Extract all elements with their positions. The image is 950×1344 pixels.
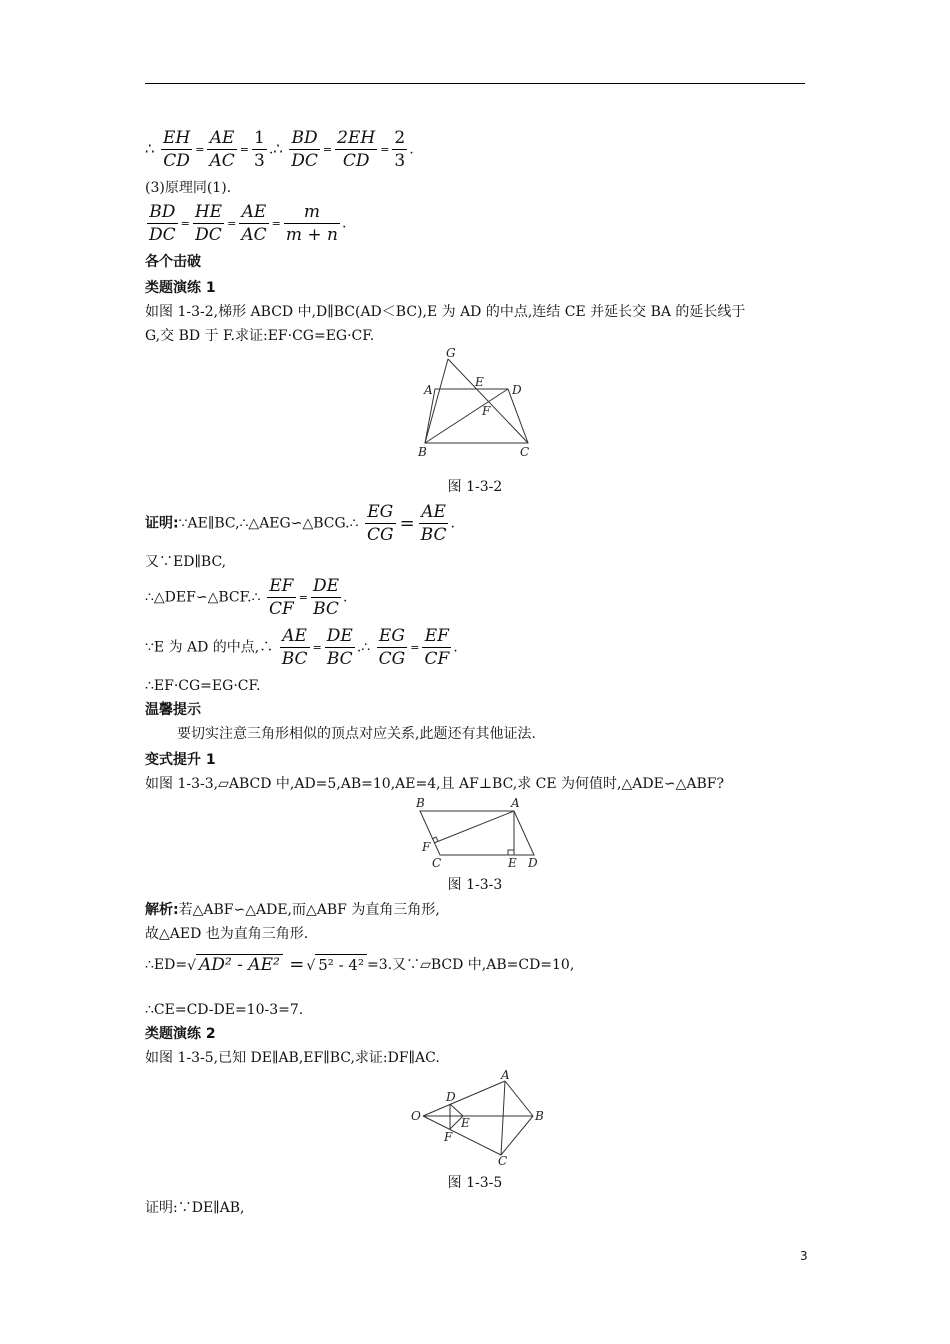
fig-label: B (535, 1109, 544, 1123)
question-text: G,交 BD 于 F.求证:EF·CG=EG·CF. (145, 328, 375, 344)
equation-line-3: $\frac{BD}{DC}$ = $\frac{HE}{DC}$ = $\frac{AE}{AC}$ = $\frac{m}{m + n}$ . (149, 202, 347, 245)
fig-label: E (461, 1116, 470, 1130)
figure-caption: 图 1-3-5 (447, 1175, 503, 1191)
fraction: $\frac{DE}{BC}$ (326, 626, 353, 669)
proof-line: ∴EF·CG=EG·CF. (145, 678, 261, 694)
proof-line: ∴△DEF∽△BCF.∴ $\frac{EF}{CF}$ = $\frac{DE}{BC}$ . (145, 576, 348, 619)
fig-label: D (512, 383, 522, 397)
fraction: $\frac{AE}{BC}$ (420, 502, 447, 545)
fig-label: C (498, 1154, 508, 1167)
fraction: $\frac{AE}{BC}$ (281, 626, 308, 669)
fraction: $\frac{HE}{DC}$ (194, 202, 223, 245)
triangle-figure (405, 1067, 550, 1167)
parallelogram-figure (410, 793, 545, 871)
fig-label: E (475, 375, 484, 389)
therefore-symbol: ∴ (145, 139, 155, 158)
fig-label: A (501, 1068, 510, 1082)
figure-caption: 图 1-3-2 (447, 479, 503, 495)
fraction: $\frac{1}{3}$ (253, 128, 265, 171)
fig-label: G (446, 346, 456, 360)
fig-label: D (528, 856, 538, 870)
fig-label: C (520, 445, 530, 459)
solution-line: ∴CE=CD-DE=10-3=7. (145, 1002, 304, 1018)
sqrt-expression: √ 5² - 4² (306, 954, 367, 976)
fraction: $\frac{AE}{AC}$ (209, 128, 235, 171)
solution-line: 解析:若△ABF∽△ADE,而△ABF 为直角三角形, (145, 902, 440, 918)
figure-caption: 图 1-3-3 (447, 877, 503, 893)
text-line: (3)原理同(1). (145, 180, 232, 196)
sqrt-expression: √ AD² - AE² (187, 954, 283, 976)
tips-text: 要切实注意三角形相似的顶点对应关系,此题还有其他证法. (177, 726, 536, 742)
fraction: $\frac{BD}{DC}$ (291, 128, 318, 171)
fraction: $\frac{EG}{CG}$ (378, 626, 406, 669)
solution-line: 故△AED 也为直角三角形. (145, 926, 309, 942)
proof-line: 又∵ED∥BC, (145, 554, 227, 570)
proof-line: ∵E 为 AD 的中点,∴ $\frac{AE}{BC}$ = $\frac{DE}{BC}$ .∴ $\frac{EG}{CG}$ = $\frac{EF}{CF}$ . (145, 626, 458, 669)
fig-label: B (416, 796, 425, 810)
section-heading: 变式提升 1 (145, 752, 216, 768)
equation-line-1: ∴ $\frac{EH}{CD}$ = $\frac{AE}{AC}$ = $\frac{1}{3}$ .∴ $\frac{BD}{DC}$ = $\frac{2EH}{CD}$ = $\frac{2}{3}$ . (145, 128, 414, 171)
fraction: $\frac{m}{m + n}$ (285, 202, 338, 245)
proof-line: 证明:∵DE∥AB, (145, 1200, 245, 1216)
fig-label: C (432, 856, 442, 870)
section-heading: 类题演练 1 (145, 280, 216, 296)
section-heading: 各个击破 (145, 254, 201, 270)
fig-label: A (511, 796, 520, 810)
fraction: $\frac{EG}{CG}$ (366, 502, 394, 545)
fig-label: O (411, 1109, 421, 1123)
fig-label: D (446, 1090, 456, 1104)
fraction: $\frac{AE}{AC}$ (241, 202, 267, 245)
proof-line: 证明:∵AE∥BC,∴△AEG∽△BCG.∴ $\frac{EG}{CG}$ = $\frac{AE}{BC}$ . (145, 502, 455, 545)
section-heading: 温馨提示 (145, 702, 201, 718)
fraction: $\frac{2}{3}$ (394, 128, 406, 171)
question-text: 如图 1-3-2,梯形 ABCD 中,D∥BC(AD＜BC),E 为 AD 的中点,连结 CE 并延长交 BA 的延长线于 (145, 304, 746, 320)
fig-label: F (444, 1130, 453, 1144)
fig-label: F (422, 840, 431, 854)
fraction: $\frac{EF}{CF}$ (424, 626, 450, 669)
page-number: 3 (800, 1249, 808, 1263)
fig-label: A (424, 383, 433, 397)
fraction: $\frac{EH}{CD}$ (163, 128, 191, 171)
fraction: $\frac{2EH}{CD}$ (337, 128, 376, 171)
solution-line: ∴ED=√ AD² - AE² = √ 5² - 4² =3.又∵▱BCD 中,AB=CD=10, (145, 954, 575, 975)
trapezoid-figure (410, 343, 550, 461)
fig-label: F (482, 404, 491, 418)
fig-label: B (418, 445, 427, 459)
question-text: 如图 1-3-3,▱ABCD 中,AD=5,AB=10,AE=4,且 AF⊥BC,求 CE 为何值时,△ADE∽△ABF? (145, 776, 724, 792)
question-text: 如图 1-3-5,已知 DE∥AB,EF∥BC,求证:DF∥AC. (145, 1050, 440, 1066)
fraction: $\frac{BD}{DC}$ (149, 202, 176, 245)
fig-label: E (508, 856, 517, 870)
fraction: $\frac{DE}{BC}$ (312, 576, 340, 619)
section-heading: 类题演练 2 (145, 1026, 216, 1042)
therefore-symbol: ∴ (273, 139, 283, 158)
fraction: $\frac{EF}{CF}$ (268, 576, 294, 619)
header-rule (145, 83, 805, 84)
